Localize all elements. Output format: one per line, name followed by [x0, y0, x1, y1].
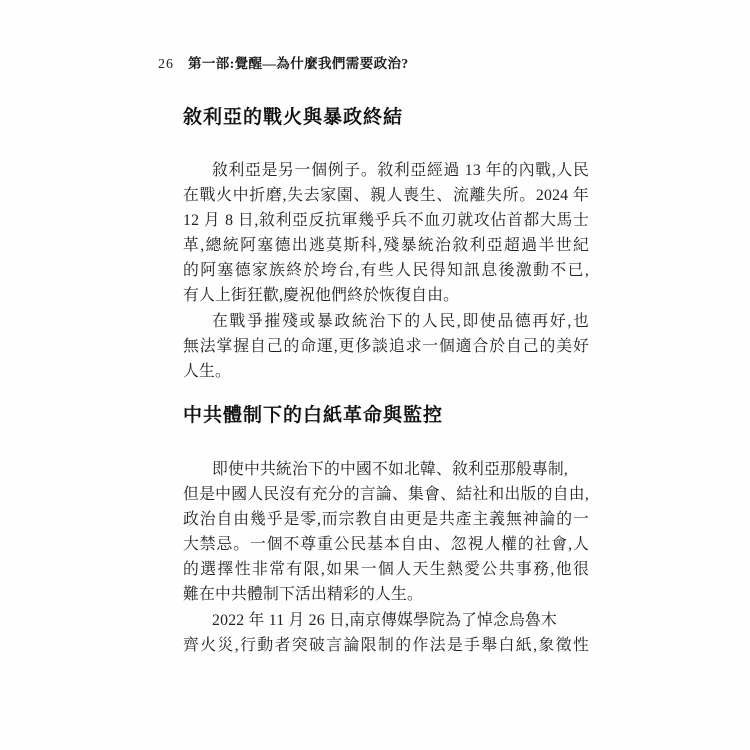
text-line: 在戰火中折磨,失去家園、親人喪生、流離失所。2024 年	[183, 187, 589, 205]
text-line: 革,總統阿塞德出逃莫斯科,殘暴統治敘利亞超過半世紀	[183, 237, 589, 255]
text-line: 有人上街狂歡,慶祝他們終於恢復自由。	[183, 287, 460, 305]
text-line: 的阿塞德家族終於垮台,有些人民得知訊息後激動不已,	[183, 262, 589, 280]
section-heading-ccp: 中共體制下的白紙革命與監控	[183, 405, 444, 426]
text-line: 難在中共體制下活出精彩的人生。	[183, 586, 423, 604]
text-line: 12 月 8 日,敘利亞反抗軍幾乎兵不血刃就攻佔首都大馬士	[183, 212, 589, 230]
text-line: 人生。	[183, 362, 231, 380]
section-body-ccp	[183, 457, 589, 658]
paragraph-syria-example	[183, 158, 589, 309]
text-line: 2022 年 11 月 26 日,南京傳媒學院為了悼念烏魯木	[212, 611, 558, 629]
text-line: 即使中共統治下的中國不如北韓、敘利亞那般專制,	[212, 461, 569, 478]
page-number: 26	[158, 57, 174, 72]
text-line: 大禁忌。一個不尊重公民基本自由、忽視人權的社會,人	[183, 536, 589, 554]
text-line: 在戰爭摧殘或暴政統治下的人民,即使品德再好,也	[212, 312, 589, 330]
text-line: 的選擇性非常有限,如果一個人天生熱愛公共事務,他很	[183, 561, 589, 579]
section-body-syria	[183, 158, 589, 384]
running-header	[158, 52, 409, 73]
paragraph-ccp-freedom	[183, 457, 589, 608]
text-line: 但是中國人民沒有充分的言論、集會、結社和出版的自由,	[183, 486, 589, 504]
paragraph-white-paper	[183, 608, 589, 658]
text-line: 齊火災,行動者突破言論限制的作法是手舉白紙,象徵性	[183, 636, 589, 654]
text-line: 敘利亞是另一個例子。敘利亞經過 13 年的內戰,人民	[212, 162, 589, 179]
section-heading-syria: 敘利亞的戰火與暴政終結	[183, 107, 404, 128]
running-title: 第一部:覺醒—為什麼我們需要政治?	[188, 56, 409, 71]
text-line: 無法掌握自己的命運,更侈談追求一個適合於自己的美好	[183, 337, 589, 355]
paragraph-war-tyranny	[183, 309, 589, 384]
text-line: 政治自由幾乎是零,而宗教自由更是共產主義無神論的一	[183, 511, 589, 529]
